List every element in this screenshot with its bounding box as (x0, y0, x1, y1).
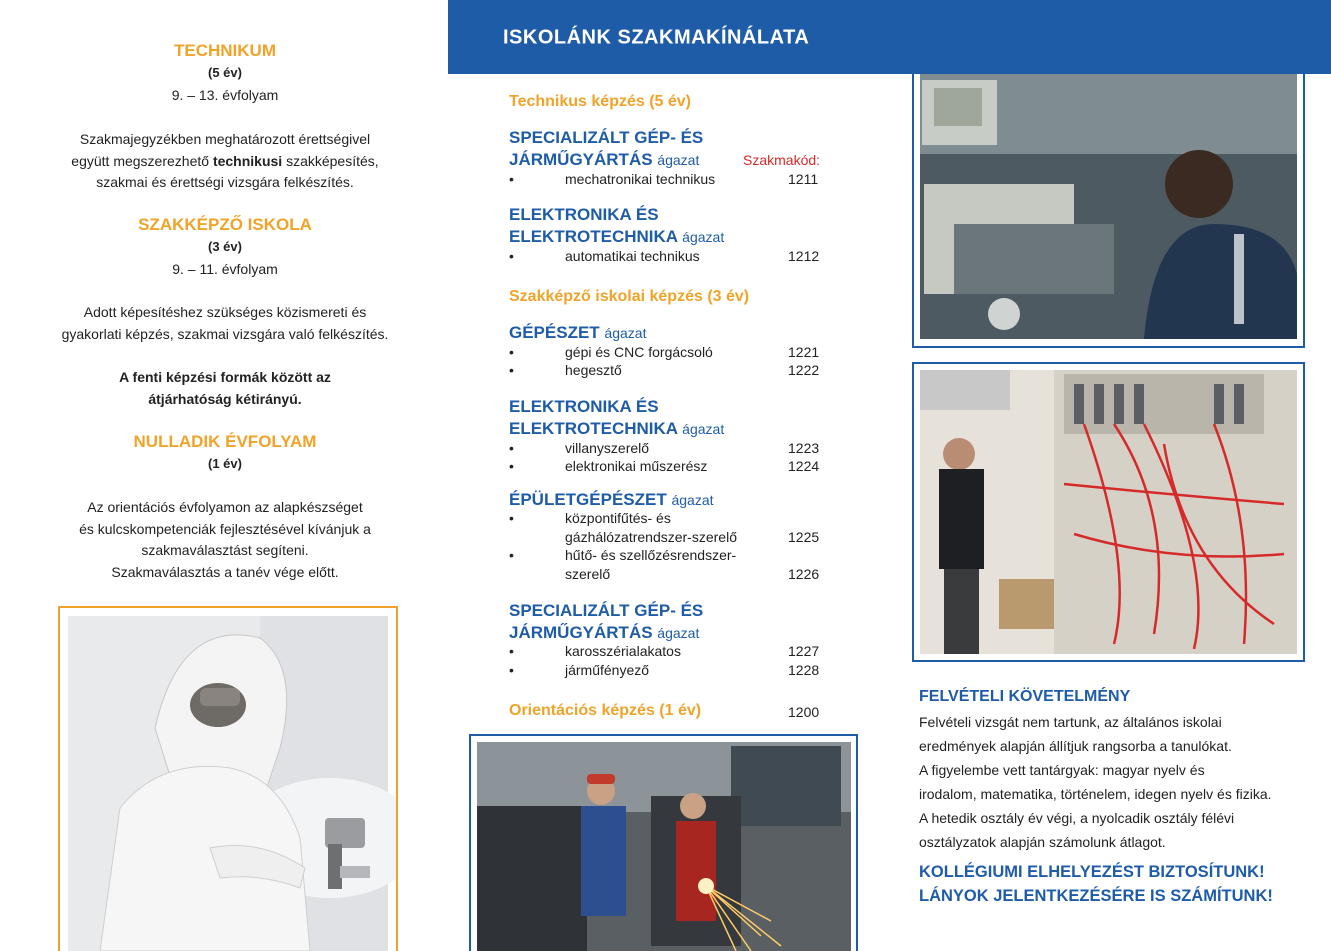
technikum-section (40, 40, 410, 106)
profession-code: 1224 (788, 458, 820, 474)
list-item (509, 509, 829, 528)
bullet: • (509, 643, 514, 659)
painter-photo (58, 606, 398, 951)
nulladik-desc-line: és kulcskompetenciák fejlesztésével kívánjuk a (79, 520, 371, 537)
lathe-photo (912, 74, 1305, 348)
list-item (509, 457, 829, 476)
nulladik-desc-line: szakmaválasztást segíteni. (141, 542, 309, 559)
callout-block (919, 860, 1294, 908)
szakkepzo-title: SZAKKÉPZŐ ISKOLA (138, 215, 312, 234)
nulladik-desc-line: Az orientációs évfolyamon az alapkészséget (87, 499, 363, 515)
bullet: • (509, 510, 514, 526)
profession-name: elektronikai műszerész (565, 458, 708, 474)
admission-line: eredmények alapján állítjuk rangsorba a tanulókat. (919, 738, 1232, 754)
profession-name: hegesztő (565, 362, 622, 378)
sector-name: GÉPÉSZET (509, 323, 600, 342)
list-item (509, 361, 829, 380)
sector-heading (509, 489, 829, 511)
sector-name: ELEKTROTECHNIKA (509, 419, 678, 438)
admission-line: irodalom, matematika, történelem, idegen nyelv és fizika. (919, 786, 1272, 802)
sector-name: ÉPÜLETGÉPÉSZET (509, 490, 667, 509)
admission-line: A hetedik osztály év végi, a nyolcadik osztály félévi (919, 810, 1235, 826)
profession-name: automatikai technikus (565, 248, 700, 264)
sector-heading (509, 322, 829, 344)
transfer-note (40, 367, 410, 410)
list-item (509, 247, 829, 266)
profession-name: központifűtés- és (565, 510, 671, 526)
szakkepzo-duration: (3 év) (208, 239, 242, 254)
technikus-heading: Technikus képzés (5 év) (509, 93, 691, 110)
sector-heading (509, 204, 829, 248)
profession-name: szerelő (565, 566, 611, 582)
admission-line: A figyelembe vett tantárgyak: magyar nyelv és (919, 762, 1205, 778)
admission-text (919, 710, 1294, 854)
sector-heading (509, 396, 829, 440)
profession-name: hűtő- és szellőzésrendszer- (565, 547, 737, 563)
profession-code: 1227 (788, 643, 820, 659)
sector-suffix: ágazat (682, 421, 725, 437)
list-item (509, 343, 829, 362)
profession-code: 1225 (788, 529, 820, 545)
bullet: • (509, 458, 514, 474)
list-item-continued (509, 565, 829, 584)
list-item (509, 170, 829, 189)
sector-name: JÁRMŰGYÁRTÁS (509, 623, 653, 642)
sector-suffix: ágazat (604, 325, 647, 341)
profession-name: járműfényező (565, 662, 650, 678)
list-item (509, 546, 829, 565)
admission-line: osztályzatok alapján számolunk átlagot. (919, 834, 1166, 850)
profession-code: 1211 (788, 171, 819, 187)
list-item (509, 661, 829, 680)
dormitory-callout: KOLLÉGIUMI ELHELYEZÉST BIZTOSÍTUNK! (919, 863, 1265, 881)
admission-section (919, 688, 1294, 908)
orientacio-heading: Orientációs képzés (1 év) (509, 702, 702, 719)
profession-name: mechatronikai technikus (565, 171, 716, 187)
code-label: Szakmakód: (743, 152, 821, 168)
profession-name: gépi és CNC forgácsoló (565, 344, 713, 360)
nulladik-duration: (1 év) (208, 456, 242, 471)
nulladik-title: NULLADIK ÉVFOLYAM (133, 432, 317, 451)
sector-name: JÁRMŰGYÁRTÁS (509, 150, 653, 169)
profession-name: villanyszerelő (565, 440, 650, 456)
list-item (509, 642, 829, 661)
technikum-duration: (5 év) (208, 65, 242, 80)
transfer-note-line: átjárhatóság kétirányú. (148, 390, 302, 407)
girls-welcome-callout: LÁNYOK JELENTKEZÉSÉRE IS SZÁMÍTUNK! (919, 887, 1273, 905)
profession-code: 1226 (788, 566, 820, 582)
szakkepzo-heading: Szakképző iskolai képzés (3 év) (509, 288, 750, 305)
bullet: • (509, 171, 514, 187)
bullet: • (509, 344, 514, 360)
profession-code: 1212 (788, 248, 820, 264)
bullet: • (509, 440, 514, 456)
profession-name: gázhálózatrendszer-szerelő (565, 529, 737, 545)
electrical-photo (912, 362, 1305, 662)
szakkepzo-desc-line: Adott képesítéshez szükséges közismereti és (83, 304, 367, 320)
profession-code: 1221 (788, 344, 820, 360)
nulladik-description (40, 497, 410, 583)
sector-heading (509, 600, 829, 644)
banner-title: ISKOLÁNK SZAKMAKÍNÁLATA (503, 26, 810, 49)
technikum-title: TECHNIKUM (174, 41, 276, 60)
sector-name: SPECIALIZÁLT GÉP- ÉS (509, 128, 704, 147)
orientacio-code (509, 703, 829, 722)
welding-photo (469, 734, 858, 951)
szakkepzo-section (40, 214, 410, 280)
technikum-grades: 9. – 13. évfolyam (171, 87, 279, 103)
list-item (509, 439, 829, 458)
sector-name: ELEKTROTECHNIKA (509, 227, 678, 246)
profession-name: karosszérialakatos (565, 643, 681, 659)
profession-code: 1223 (788, 440, 820, 456)
profession-code: 1222 (788, 362, 820, 378)
profession-code: 1200 (788, 704, 820, 720)
nulladik-section (40, 431, 410, 475)
sector-suffix: ágazat (657, 625, 700, 641)
technikum-desc-line: Szakmajegyzékben meghatározott érettségivel (79, 131, 371, 147)
sector-name: ELEKTRONIKA ÉS (509, 205, 659, 224)
sector-name: SPECIALIZÁLT GÉP- ÉS (509, 601, 704, 620)
technikum-description (40, 129, 410, 194)
technikum-desc-line: együtt megszerezhető technikusi szakképesítés, (71, 152, 379, 169)
sector-suffix: ágazat (657, 152, 700, 168)
bullet: • (509, 662, 514, 678)
profession-code: 1228 (788, 662, 820, 678)
sector-name: ELEKTRONIKA ÉS (509, 397, 659, 416)
szakkepzo-description (40, 302, 410, 345)
bullet: • (509, 248, 514, 264)
admission-line: Felvételi vizsgát nem tartunk, az általános iskolai (919, 714, 1222, 730)
sector-suffix: ágazat (682, 229, 725, 245)
transfer-note-line: A fenti képzési formák között az (119, 369, 331, 385)
list-item-continued (509, 528, 829, 547)
admission-title: FELVÉTELI KÖVETELMÉNY (919, 688, 1131, 705)
technikum-desc-line: szakmai és érettségi vizsgára felkészítés. (96, 174, 354, 191)
sector-suffix: ágazat (671, 492, 714, 508)
bullet: • (509, 362, 514, 378)
szakkepzo-grades: 9. – 11. évfolyam (172, 261, 278, 277)
header-banner (448, 0, 1331, 74)
bullet: • (509, 547, 514, 563)
szakkepzo-desc-line: gyakorlati képzés, szakmai vizsgára való felkészítés. (61, 325, 389, 342)
nulladik-desc-line: Szakmaválasztás a tanév vége előtt. (111, 563, 339, 580)
